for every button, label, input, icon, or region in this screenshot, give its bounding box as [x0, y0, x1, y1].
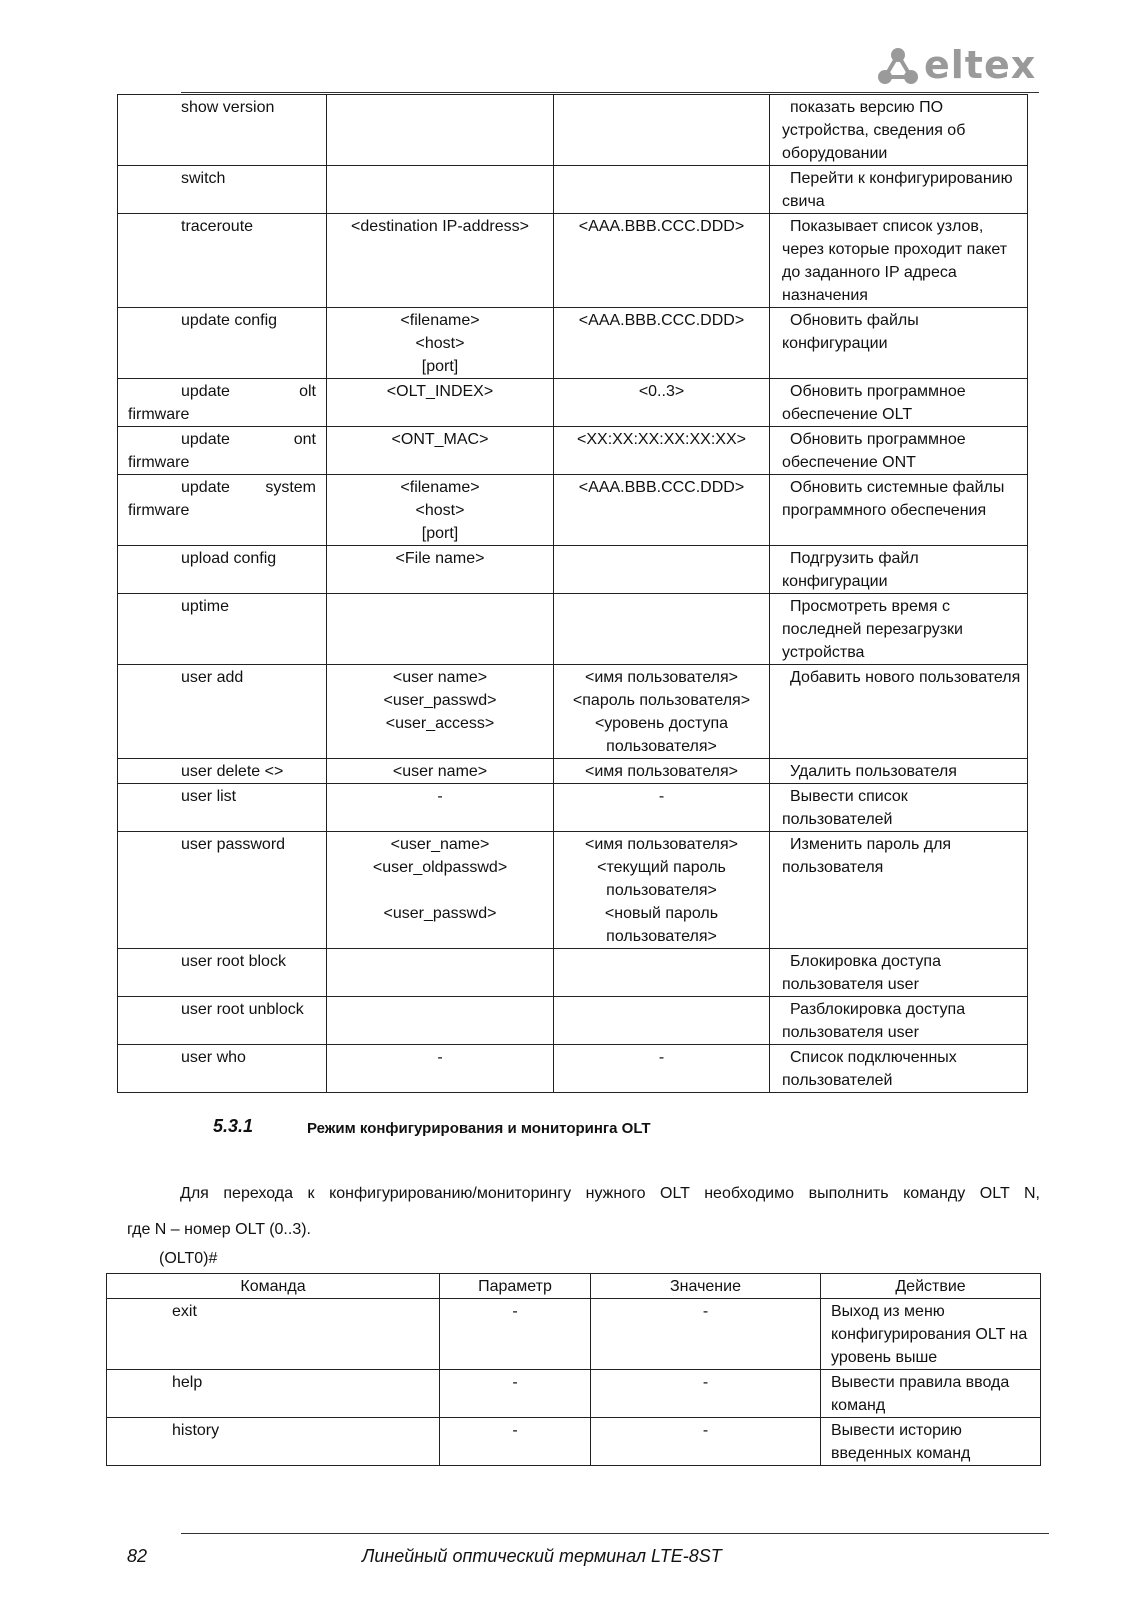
- paragraph-line-2: где N – номер OLT (0..3).: [127, 1221, 311, 1238]
- cell-command: [118, 949, 327, 997]
- cell-parameter: [327, 949, 554, 997]
- action-text: Изменить пароль для пользователя: [782, 836, 952, 876]
- table-row: [118, 546, 1028, 594]
- cell-action: [770, 475, 1028, 546]
- table-row: [118, 997, 1028, 1045]
- parameter-text: <user_access>: [385, 715, 495, 732]
- eltex-logo: [876, 44, 1046, 86]
- cell-action: [770, 546, 1028, 594]
- cell-value: [554, 997, 770, 1045]
- action-text: Вывести список пользователей: [782, 788, 908, 828]
- cell-value: [554, 214, 770, 308]
- cell-command: [118, 665, 327, 759]
- cell-value: [554, 95, 770, 166]
- parameter-text: [port]: [421, 525, 459, 542]
- cell-parameter: [327, 427, 554, 475]
- action-text: Перейти к конфигурированию свича: [782, 170, 1013, 210]
- parameter-text: <filename>: [400, 312, 480, 329]
- eltex-logo-mark-icon: [876, 46, 920, 86]
- cell-action: Вывести правила ввода команд: [821, 1370, 1041, 1418]
- cell-value: [554, 166, 770, 214]
- header-parameter: Параметр: [440, 1274, 591, 1299]
- action-text: Обновить программное обеспечение OLT: [782, 383, 966, 423]
- parameter-text: -: [437, 788, 443, 805]
- logo-text: eltex: [924, 43, 1037, 87]
- table-row: [118, 1045, 1028, 1093]
- value-text: <AAA.BBB.CCC.DDD>: [578, 218, 745, 235]
- cell-command: [118, 166, 327, 214]
- cell-value: [554, 308, 770, 379]
- cell-command: [118, 475, 327, 546]
- command-text: user list: [181, 788, 237, 805]
- cell-action: [770, 214, 1028, 308]
- command-text: uptime: [181, 598, 230, 615]
- cell-parameter: [327, 166, 554, 214]
- cell-command: [118, 95, 327, 166]
- cell-value: [554, 665, 770, 759]
- section-number: 5.3.1: [213, 1116, 254, 1136]
- parameter-text: [333, 879, 547, 902]
- cell-value: [554, 832, 770, 949]
- table-row: [118, 95, 1028, 166]
- cell-action: [770, 665, 1028, 759]
- value-text: <пароль пользователя>: [572, 692, 751, 709]
- action-text: Обновить файлы конфигурации: [782, 312, 919, 352]
- cell-parameter: -: [440, 1370, 591, 1418]
- parameter-text: <OLT_INDEX>: [386, 383, 494, 400]
- value-text: -: [658, 788, 665, 805]
- cell-value: [554, 379, 770, 427]
- table-row: [118, 665, 1028, 759]
- cell-parameter: -: [440, 1418, 591, 1466]
- parameter-text: <user_passwd>: [383, 692, 497, 709]
- cell-action: Вывести историю введенных команд: [821, 1418, 1041, 1466]
- cell-value: [554, 475, 770, 546]
- cell-command: [118, 379, 327, 427]
- cell-action: [770, 95, 1028, 166]
- cell-command: [118, 759, 327, 784]
- cell-action: [770, 166, 1028, 214]
- table-row: [118, 759, 1028, 784]
- cell-parameter: [327, 784, 554, 832]
- cell-action: [770, 308, 1028, 379]
- table-row: [107, 1370, 1041, 1418]
- parameter-text: [port]: [421, 358, 459, 375]
- parameter-text: -: [437, 1049, 443, 1066]
- value-text: <текущий пароль пользователя>: [597, 859, 726, 899]
- command-text: user who: [181, 1049, 246, 1066]
- table-row: [118, 832, 1028, 949]
- cell-parameter: [327, 546, 554, 594]
- cell-parameter: [327, 997, 554, 1045]
- page-number: 82: [127, 1546, 148, 1566]
- cell-value: [554, 1045, 770, 1093]
- cell-parameter: [327, 1045, 554, 1093]
- cell-value: [554, 784, 770, 832]
- table-row: [107, 1299, 1041, 1370]
- cell-value: -: [591, 1299, 821, 1370]
- parameter-text: <File name>: [395, 550, 485, 567]
- cell-value: [554, 546, 770, 594]
- value-text: <AAA.BBB.CCC.DDD>: [578, 479, 745, 496]
- value-text: <имя пользователя>: [584, 836, 739, 853]
- cell-parameter: [327, 594, 554, 665]
- action-text: Добавить нового пользователя: [790, 669, 1021, 686]
- cell-value: [554, 759, 770, 784]
- table-header-row: [107, 1274, 1041, 1299]
- action-text: показать версию ПО устройства, сведения об оборудовании: [782, 99, 966, 162]
- table-row: [118, 949, 1028, 997]
- commands-table: [117, 94, 1028, 1093]
- commands-table-body: [118, 95, 1028, 1093]
- section-paragraph: [127, 1176, 1040, 1248]
- cell-command: exit: [107, 1299, 440, 1370]
- parameter-text: <user_oldpasswd>: [372, 859, 508, 876]
- table-row: [118, 475, 1028, 546]
- olt-commands-table: [106, 1273, 1041, 1466]
- cell-value: [554, 949, 770, 997]
- parameter-text: <user name>: [392, 669, 488, 686]
- header-command: Команда: [107, 1274, 440, 1299]
- cell-value: -: [591, 1418, 821, 1466]
- cell-parameter: [327, 665, 554, 759]
- cell-command: [118, 546, 327, 594]
- olt-commands-table-body: [107, 1299, 1041, 1466]
- table-row: [118, 214, 1028, 308]
- command-text: user password: [181, 836, 286, 853]
- parameter-text: <host>: [415, 502, 465, 519]
- value-text: <имя пользователя>: [584, 669, 739, 686]
- cell-command: [118, 784, 327, 832]
- command-text: show version: [181, 99, 275, 116]
- cell-command: [118, 308, 327, 379]
- cell-value: [554, 427, 770, 475]
- cell-action: [770, 949, 1028, 997]
- cell-parameter: [327, 475, 554, 546]
- section-title: Режим конфигурирования и мониторинга OLT: [307, 1120, 651, 1137]
- value-text: <XX:XX:XX:XX:XX:XX>: [577, 431, 746, 448]
- cli-prompt: (OLT0)#: [159, 1250, 218, 1267]
- header-action: Действие: [821, 1274, 1041, 1299]
- command-text: update system firmware: [128, 479, 316, 519]
- command-text: switch: [181, 170, 226, 187]
- parameter-text: <user_name>: [390, 836, 490, 853]
- command-text: user delete <>: [181, 763, 284, 780]
- action-text: Блокировка доступа пользователя user: [782, 953, 941, 993]
- value-text: <уровень доступа пользователя>: [594, 715, 729, 755]
- value-text: <новый пароль пользователя>: [604, 905, 719, 945]
- table-row: [118, 308, 1028, 379]
- parameter-text: <destination IP-address>: [351, 218, 529, 235]
- cell-action: [770, 784, 1028, 832]
- cell-command: [118, 832, 327, 949]
- command-text: update olt firmware: [128, 383, 316, 423]
- parameter-text: <user_passwd>: [383, 905, 497, 922]
- cell-action: [770, 379, 1028, 427]
- cell-action: [770, 594, 1028, 665]
- cell-action: [770, 1045, 1028, 1093]
- action-text: Обновить программное обеспечение ONT: [782, 431, 966, 471]
- action-text: Показывает список узлов, через которые проходит пакет до заданного IP адреса назначения: [782, 218, 1008, 304]
- value-text: -: [658, 1049, 665, 1066]
- command-text: user add: [181, 669, 244, 686]
- command-text: user root unblock: [181, 1001, 304, 1018]
- table-row: [107, 1418, 1041, 1466]
- table-row: [118, 166, 1028, 214]
- command-text: update config: [181, 312, 278, 329]
- value-text: <0..3>: [638, 383, 685, 400]
- cell-command: [118, 594, 327, 665]
- cell-command: [118, 427, 327, 475]
- command-text: update ont firmware: [128, 431, 316, 471]
- parameter-text: <ONT_MAC>: [391, 431, 489, 448]
- cell-parameter: -: [440, 1299, 591, 1370]
- paragraph-line-1: Для перехода к конфигурированию/мониторингу нужного OLT необходимо выполнить команду OLT N,: [180, 1185, 1040, 1202]
- command-text: user root block: [181, 953, 286, 970]
- cell-action: Выход из меню конфигурирования OLT на уровень выше: [821, 1299, 1041, 1370]
- parameter-text: <user name>: [392, 763, 488, 780]
- cell-action: [770, 997, 1028, 1045]
- action-text: Подгрузить файл конфигурации: [782, 550, 919, 590]
- cell-command: help: [107, 1370, 440, 1418]
- cell-command: [118, 1045, 327, 1093]
- cell-parameter: [327, 759, 554, 784]
- cell-command: [118, 214, 327, 308]
- cell-parameter: [327, 214, 554, 308]
- command-text: upload config: [181, 550, 277, 567]
- command-text: traceroute: [181, 218, 254, 235]
- value-text: <AAA.BBB.CCC.DDD>: [578, 312, 745, 329]
- table-row: [118, 594, 1028, 665]
- cell-value: [554, 594, 770, 665]
- cell-parameter: [327, 308, 554, 379]
- cell-command: [118, 997, 327, 1045]
- parameter-text: <host>: [415, 335, 465, 352]
- cell-command: history: [107, 1418, 440, 1466]
- action-text: Разблокировка доступа пользователя user: [782, 1001, 966, 1041]
- cell-action: [770, 832, 1028, 949]
- cell-action: [770, 427, 1028, 475]
- cell-parameter: [327, 95, 554, 166]
- table-row: [118, 427, 1028, 475]
- table-row: [118, 784, 1028, 832]
- cell-parameter: [327, 832, 554, 949]
- cell-value: -: [591, 1370, 821, 1418]
- cell-parameter: [327, 379, 554, 427]
- footer-title: Линейный оптический терминал LTE-8ST: [362, 1546, 722, 1566]
- header-rule: [181, 92, 1039, 93]
- header-value: Значение: [591, 1274, 821, 1299]
- value-text: <имя пользователя>: [584, 763, 739, 780]
- table-row: [118, 379, 1028, 427]
- action-text: Обновить системные файлы программного обеспечения: [782, 479, 1005, 519]
- parameter-text: <filename>: [400, 479, 480, 496]
- action-text: Список подключенных пользователей: [782, 1049, 957, 1089]
- action-text: Просмотреть время с последней перезагрузки устройства: [782, 598, 963, 661]
- action-text: Удалить пользователя: [790, 763, 957, 780]
- footer-rule: [181, 1533, 1049, 1534]
- cell-action: [770, 759, 1028, 784]
